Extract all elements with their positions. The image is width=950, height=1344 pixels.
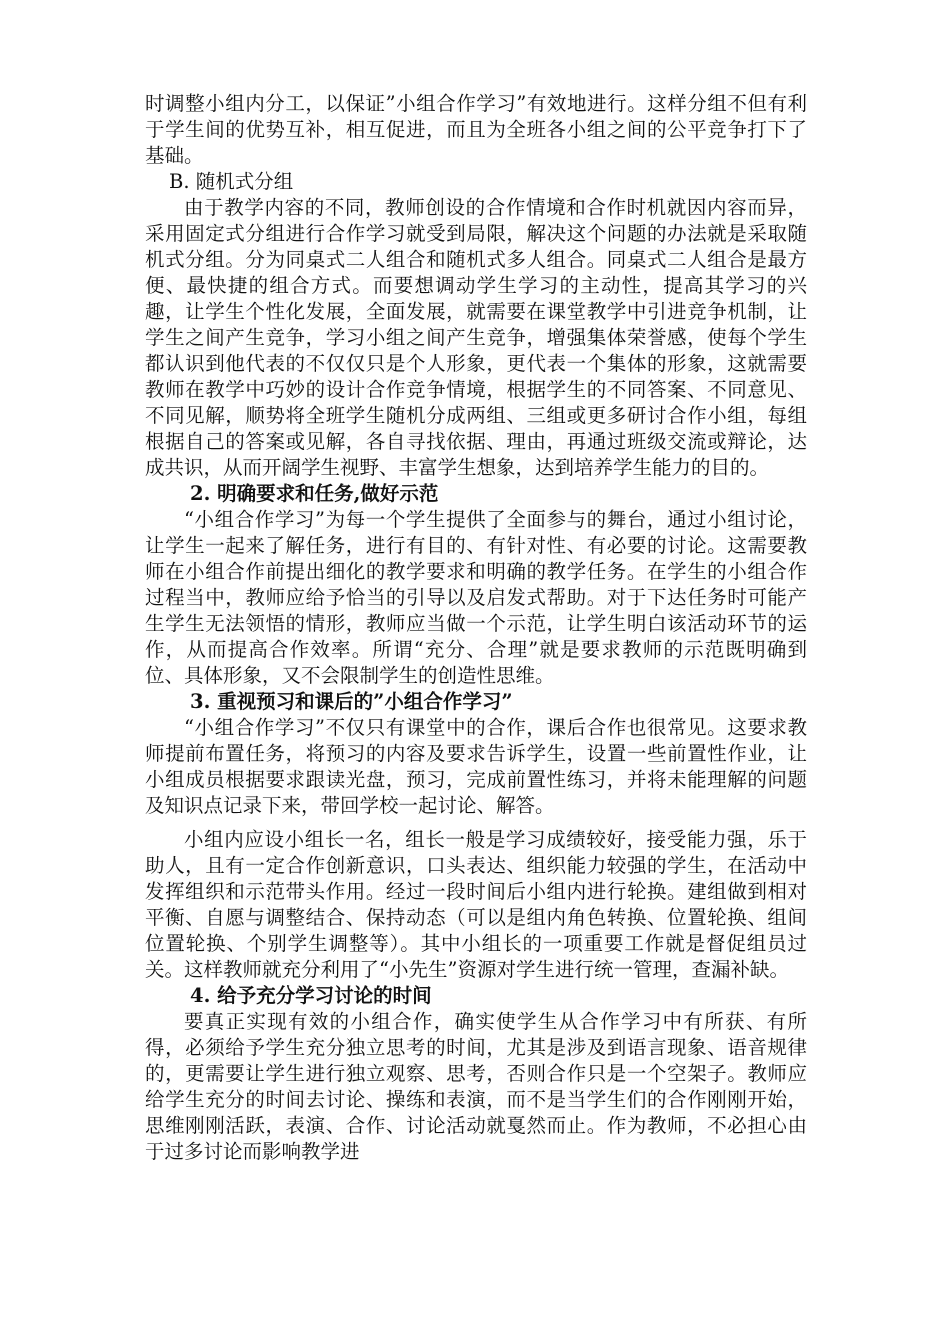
- paragraph-section-3a: “小组合作学习”不仅只有课堂中的合作，课后合作也很常见。这要求教师提前布置任务，将预习的内容及要求告诉学生，设置一些前置性作业，让小组成员根据要求跟读光盘，预习，完成前置性练习，并将未能理解的问题及知识点记录下来，带回学校一起讨论、解答。: [145, 716, 807, 817]
- body-text: [145, 91, 807, 1165]
- paragraph-random-grouping: 由于教学内容的不同，教师创设的合作情境和合作时机就因内容而异，采用固定式分组进行合作学习就受到局限，解决这个问题的办法就是采取随机式分组。分为同桌式二人组合和随机式多人组合。同桌式二人组合是最方便、最快捷的组合方式。而要想调动学生学习的主动性，提高其学习的兴趣，让学生个性化发展，全面发展，就需要在课堂教学中引进竞争机制，让学生之间产生竞争，学习小组之间产生竞争，增强集体荣誉感，使每个学生都认识到他代表的不仅仅只是个人形象，更代表一个集体的形象，这就需要教师在教学中巧妙的设计合作竞争情境，根据学生的不同答案、不同意见、不同见解，顺势将全班学生随机分成两组、三组或更多研讨合作小组，每组根据自己的答案或见解，各自寻找依据、理由，再通过班级交流或辩论，达成共识，从而开阔学生视野、丰富学生想象，达到培养学生能力的目的。: [145, 196, 807, 479]
- paragraph-section-3b: 小组内应设小组长一名，组长一般是学习成绩较好，接受能力强，乐于助人，且有一定合作创新意识，口头表达、组织能力较强的学生，在活动中发挥组织和示范带头作用。经过一段时间后小组内进行轮换。建组做到相对平衡、自愿与调整结合、保持动态（可以是组内角色转换、位置轮换、组间位置轮换、个别学生调整等）。其中小组长的一项重要工作就是督促组员过关。这样教师就充分利用了“小先生”资源对学生进行统一管理，查漏补缺。: [145, 828, 807, 981]
- paragraph-continued: 时调整小组内分工，以保证”小组合作学习”有效地进行。这样分组不但有利于学生间的优势互补，相互促进，而且为全班各小组之间的公平竞争打下了基础。: [145, 92, 807, 167]
- heading-section-3: 3. 重视预习和课后的”小组合作学习”: [190, 690, 513, 713]
- heading-section-4: 4. 给予充分学习讨论的时间: [190, 984, 432, 1007]
- heading-section-2: 2. 明确要求和任务,做好示范: [190, 482, 439, 505]
- paragraph-section-2: “小组合作学习”为每一个学生提供了全面参与的舞台，通过小组讨论，让学生一起来了解任务，进行有目的、有针对性、有必要的讨论。这需要教师在小组合作前提出细化的教学要求和明确的教学任务。在学生的小组合作过程当中，教师应给予恰当的引导以及启发式帮助。对于下达任务时可能产生学生无法领悟的情形，教师应当做一个示范，让学生明白该活动环节的运作，从而提高合作效率。所谓“充分、合理”就是要求教师的示范既明确到位、具体形象，又不会限制学生的创造性思维。: [145, 508, 807, 687]
- paragraph-section-4: 要真正实现有效的小组合作，确实使学生从合作学习中有所获、有所得，必须给予学生充分独立思考的时间，尤其是涉及到语言现象、语音规律的，更需要让学生进行独立观察、思考，否则合作只是一个空架子。教师应给学生充分的时间去讨论、操练和表演，而不是当学生们的合作刚刚开始，思维刚刚活跃，表演、合作、讨论活动就戛然而止。作为教师，不必担心由于过多讨论而影响教学进: [145, 1010, 807, 1163]
- subheading-random-grouping: B. 随机式分组: [169, 170, 294, 193]
